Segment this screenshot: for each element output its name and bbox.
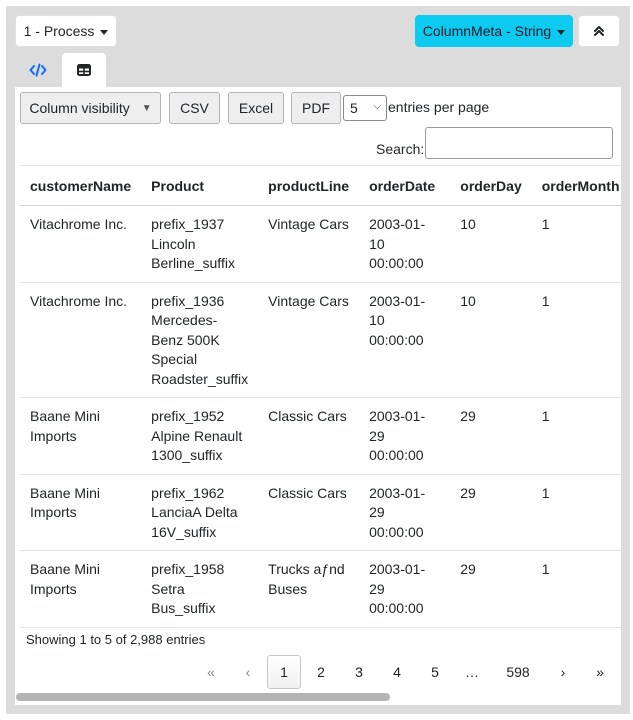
cell-orderdate: 2003-01-29 00:00:00 [359,474,450,551]
search-label: Search: [376,141,425,157]
pdf-export-button[interactable]: PDF [291,92,341,124]
pagination-previous[interactable]: ‹ [245,664,251,680]
table-row [20,474,621,551]
cell-orderday: 29 [450,474,531,551]
pagination-last[interactable]: » [596,664,604,680]
pagination-page-4[interactable]: 4 [393,664,401,680]
cell-product: prefix_1962 LanciaA Delta 16V_suffix [141,474,258,551]
process-dropdown-button[interactable] [15,15,117,47]
cell-customername: Baane Mini Imports [20,398,141,475]
cell-productline: Classic Cars [258,398,359,475]
cell-ordermonth: 1 [532,551,621,628]
column-header-productline[interactable]: productLine [258,166,359,206]
caret-down-icon [100,30,108,35]
cell-customername: Vitachrome Inc. [20,206,141,283]
cell-productline: Trucks aƒnd Buses [258,551,359,628]
search-input[interactable] [425,127,613,159]
column-visibility-button[interactable] [20,92,161,124]
pagination-page-3[interactable]: 3 [355,664,363,680]
cell-productline: Vintage Cars [258,282,359,398]
column-header-orderdate[interactable]: orderDate [359,166,450,206]
pagination-page-5[interactable]: 5 [431,664,439,680]
csv-export-button[interactable]: CSV [169,92,220,124]
view-frame [6,6,630,714]
column-header-orderday[interactable]: orderDay [450,166,531,206]
table-row [20,282,621,398]
cell-product: prefix_1936 Mercedes-Benz 500K Special Roadster_suffix [141,282,258,398]
cell-product: prefix_1958 Setra Bus_suffix [141,551,258,628]
tab-table[interactable] [62,53,106,87]
cell-orderdate: 2003-01-10 00:00:00 [359,282,450,398]
table-row [20,551,621,628]
table-row [20,206,621,283]
entries-per-page-label: entries per page [388,99,490,115]
cell-ordermonth: 1 [532,206,621,283]
pagination-page-2[interactable]: 2 [317,664,325,680]
column-visibility-label: Column visibility [29,100,130,116]
cell-product: prefix_1952 Alpine Renault 1300_suffix [141,398,258,475]
code-icon [29,63,47,77]
pagination-ellipsis: … [465,664,479,680]
cell-customername: Vitachrome Inc. [20,282,141,398]
cell-productline: Vintage Cars [258,206,359,283]
column-header-product[interactable]: Product [141,166,258,206]
column-meta-label: ColumnMeta - String [422,23,552,39]
data-table [20,165,621,628]
tab-code[interactable] [15,53,61,87]
cell-customername: Baane Mini Imports [20,474,141,551]
cell-customername: Baane Mini Imports [20,551,141,628]
cell-orderdate: 2003-01-10 00:00:00 [359,206,450,283]
cell-orderdate: 2003-01-29 00:00:00 [359,551,450,628]
table-header-row [20,166,621,206]
pagination-next[interactable]: › [560,664,566,680]
collapse-button[interactable] [578,15,620,47]
page-length-value: 5 [350,100,358,116]
cell-orderday: 10 [450,206,531,283]
excel-export-button[interactable]: Excel [228,92,284,124]
process-label: 1 - Process [23,23,95,39]
table-panel [15,87,621,705]
cell-orderdate: 2003-01-29 00:00:00 [359,398,450,475]
horizontal-scrollbar-thumb[interactable] [16,693,390,701]
table-row [20,398,621,475]
column-meta-dropdown-button[interactable] [415,15,573,47]
pagination-first[interactable]: « [207,664,215,680]
page-length-select[interactable] [343,95,387,121]
chevron-down-icon: ⌵ [373,101,381,112]
cell-productline: Classic Cars [258,474,359,551]
double-chevron-up-icon [593,25,605,37]
cell-orderday: 29 [450,398,531,475]
pagination-page-last[interactable]: 598 [506,664,530,680]
cell-ordermonth: 1 [532,398,621,475]
cell-orderday: 10 [450,282,531,398]
cell-ordermonth: 1 [532,474,621,551]
cell-orderday: 29 [450,551,531,628]
cell-product: prefix_1937 Lincoln Berline_suffix [141,206,258,283]
cell-ordermonth: 1 [532,282,621,398]
triangle-down-icon: ▼ [141,102,152,114]
pagination-page-1[interactable]: 1 [267,655,301,689]
column-header-ordermonth[interactable]: orderMonth [532,166,621,206]
column-header-customername[interactable]: customerName [20,166,141,206]
caret-down-icon [557,30,565,35]
table-info: Showing 1 to 5 of 2,988 entries [26,632,206,647]
table-icon [77,64,91,76]
